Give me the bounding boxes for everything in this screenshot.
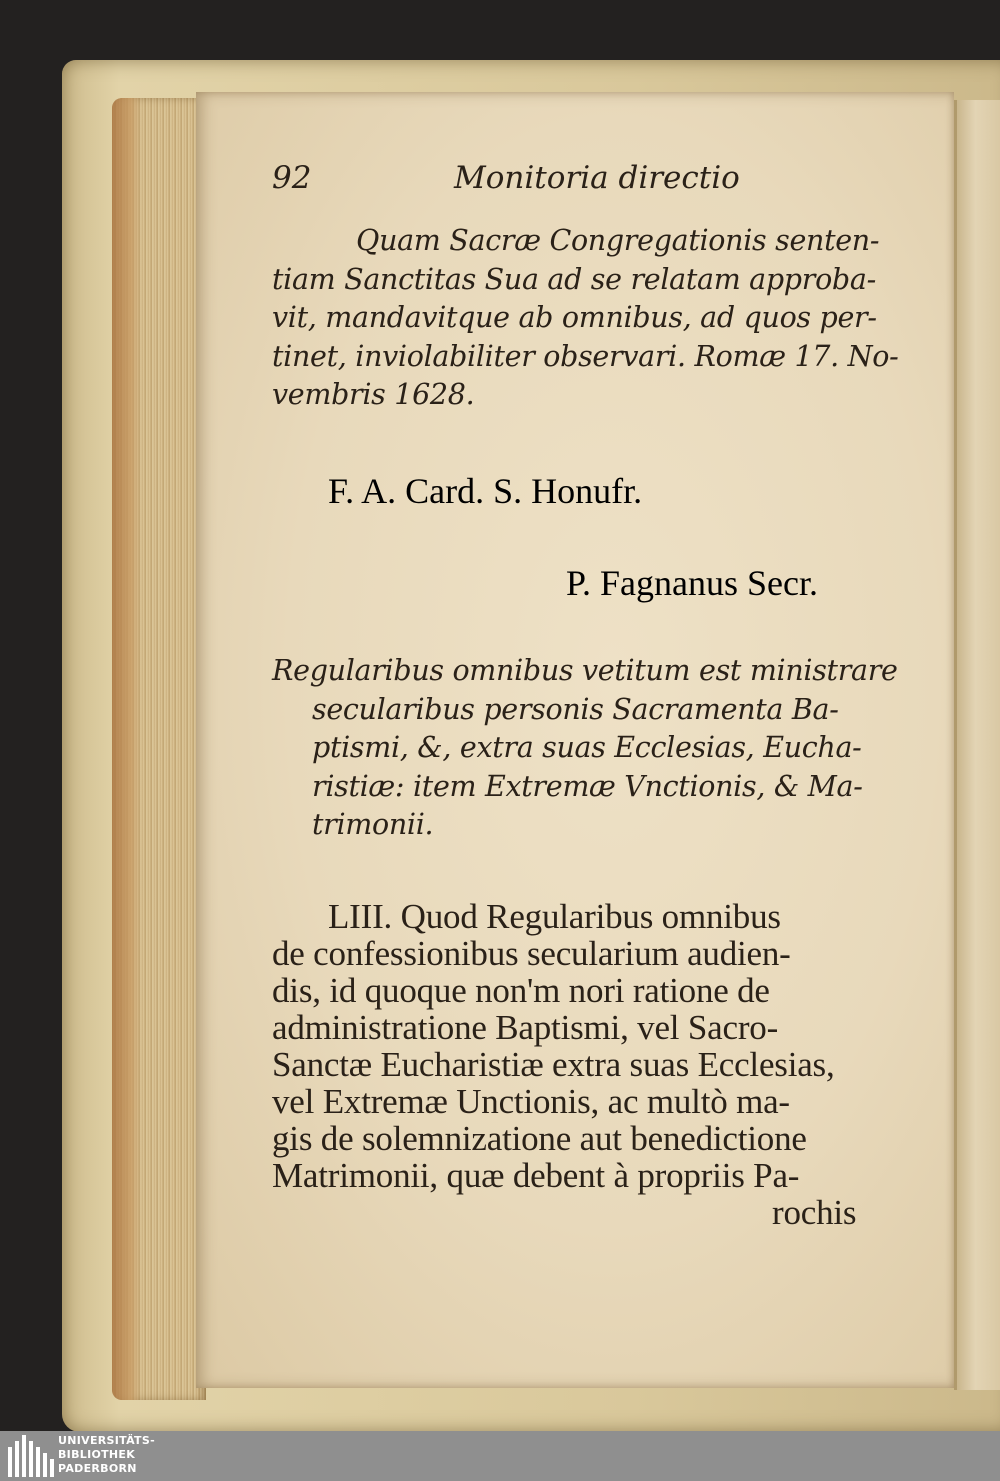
library-logo-icon [6,1435,54,1477]
library-name-line: PADERBORN [58,1462,137,1475]
paragraph-decree [272,222,899,415]
signature-secretary: P. Fagnanus Secr. [566,563,818,603]
page-number: 92 [272,160,312,196]
text-line: tiam Sanctitas Sua ad se relatam approba- [272,262,876,296]
text-line: Sanctæ Eucharistiæ extra suas Ecclesias, [272,1045,835,1084]
text-line: gis de solemnizatione aut benedictione [272,1119,807,1158]
page-header [272,160,892,200]
library-name [58,1434,155,1476]
paragraph-liii [272,898,892,1231]
text-line: Matrimonii, quæ debent à propriis Pa- [272,1156,800,1195]
page-edges [112,98,206,1400]
text-line: LIII. Quod Regularibus omnibus [328,897,781,936]
facing-page-edge [954,100,1000,1390]
text-line: trimonii. [312,808,434,841]
text-line: administratione Baptismi, vel Sacro- [272,1008,779,1047]
catchword: rochis [772,1193,857,1232]
text-line: ptismi, &, extra suas Ecclesias, Eucha- [312,731,862,764]
text-line: Quam Sacræ Congregationis senten- [356,224,880,257]
library-footer [0,1431,1000,1481]
paragraph-summary [272,652,898,845]
text-line: de confessionibus secularium audien- [272,934,791,973]
text-line: vit, mandavitque ab omnibus, ad quos per- [272,301,877,334]
text-line: vembris 1628. [272,378,475,411]
text-line: ristiæ: item Extremæ Vnctionis, & Ma- [312,769,863,803]
text-line: dis, id quoque non'm nori ratione de [272,971,770,1010]
text-line: tinet, inviolabiliter observari. Romæ 17. No- [272,339,899,373]
text-line: secularibus personis Sacramenta Ba- [312,692,839,726]
signature-cardinal: F. A. Card. S. Honufr. [328,471,643,511]
text-line: vel Extremæ Unctionis, ac multò ma- [272,1082,790,1121]
library-name-line: UNIVERSITÄTS- [58,1434,155,1447]
running-title: Monitoria directio [454,160,740,196]
text-line: Regularibus omnibus vetitum est ministrare [272,654,898,687]
library-name-line: BIBLIOTHEK [58,1448,136,1461]
